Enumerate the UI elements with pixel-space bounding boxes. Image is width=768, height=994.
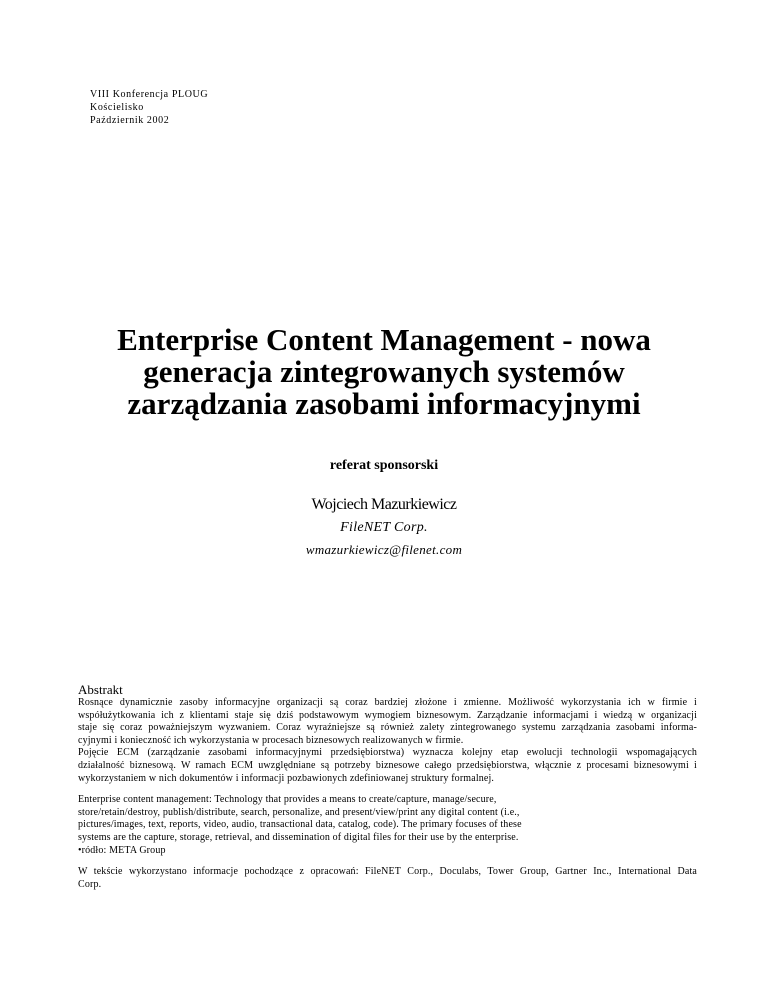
- abstract-line: działalność biznesową. W ramach ECM uwzględniane są potrzeby biznesowe całego przedsiębiorstwa, włącznie z procesami biznesowymi i: [78, 759, 697, 771]
- abstract-line: Corp.: [78, 878, 102, 890]
- abstract-line: systems are the capture, storage, retrieval, and dissemination of digital files for their use by the enterprise.: [78, 831, 519, 843]
- abstract-line: współużytkowania ich z klientami staje się dziś podstawowym wymogiem biznesowym. Zarządzanie informacjami i wiedzą w organizacji: [78, 709, 697, 721]
- abstract-paragraph-2: [78, 794, 697, 857]
- abstract-line: Rosnące dynamicznie zasoby informacyjne organizacji są coraz bardziej złożone i zmienne. Możliwość wykorzystania ich w firmie i: [78, 697, 697, 708]
- abstract-line: cyjnymi i konieczność ich wykorzystania w procesach biznesowych realizowanych w firmie.: [78, 734, 464, 746]
- paper-title: [0, 324, 768, 420]
- abstract-line: staje się coraz poważniejszym wyzwaniem. Coraz wyraźniejsze są również zalety zintegrowanego systemu zarządzania zasobami informa-: [78, 722, 697, 734]
- conference-location: Kościelisko: [90, 102, 144, 113]
- paper-subtitle: referat sponsorski: [329, 458, 439, 473]
- paper-title-line-1: Enterprise Content Management - nowa: [117, 322, 651, 357]
- abstract-line: wykorzystaniem w nich dokumentów i informacji pozbawionych zdefiniowanej struktury formalnej.: [78, 772, 495, 784]
- conference-date: Październik 2002: [90, 115, 170, 126]
- paper-title-line-3: zarządzania zasobami informacyjnymi: [127, 386, 641, 421]
- abstract-line: pictures/images, text, reports, video, audio, transactional data, catalog, code). The primary focuses of these: [78, 819, 522, 831]
- author-company: FileNET Corp.: [340, 520, 428, 535]
- conference-header: [90, 88, 208, 127]
- paper-title-line-2: generacja zintegrowanych systemów: [143, 354, 625, 389]
- abstract-line: Enterprise content management: Technology that provides a means to create/capture, manage/secure,: [78, 794, 497, 806]
- abstract-line: Pojęcie ECM (zarządzanie zasobami informacyjnymi przedsiębiorstwa) wyznacza kolejny etap ewolucji technologii wspomagających: [78, 747, 697, 759]
- abstract-body: [78, 697, 697, 891]
- author-email: wmazurkiewicz@filenet.com: [305, 542, 463, 557]
- abstract-line: store/retain/destroy, publish/distribute, search, personalize, and present/view/print any digital content (i.e.,: [78, 806, 520, 818]
- abstract-paragraph-1: [78, 697, 697, 785]
- abstract-line: W tekście wykorzystano informacje pochodzące z opracowań: FileNET Corp., Doculabs, Tower Group, Gartner Inc., International Data: [78, 866, 697, 878]
- abstract-paragraph-3: [78, 866, 697, 891]
- abstract-heading: Abstrakt: [78, 682, 123, 697]
- abstract-source: •ródło: META Group: [78, 844, 166, 856]
- author-name: Wojciech Mazurkiewicz: [311, 496, 457, 513]
- conference-name: VIII Konferencja PLOUG: [90, 89, 209, 100]
